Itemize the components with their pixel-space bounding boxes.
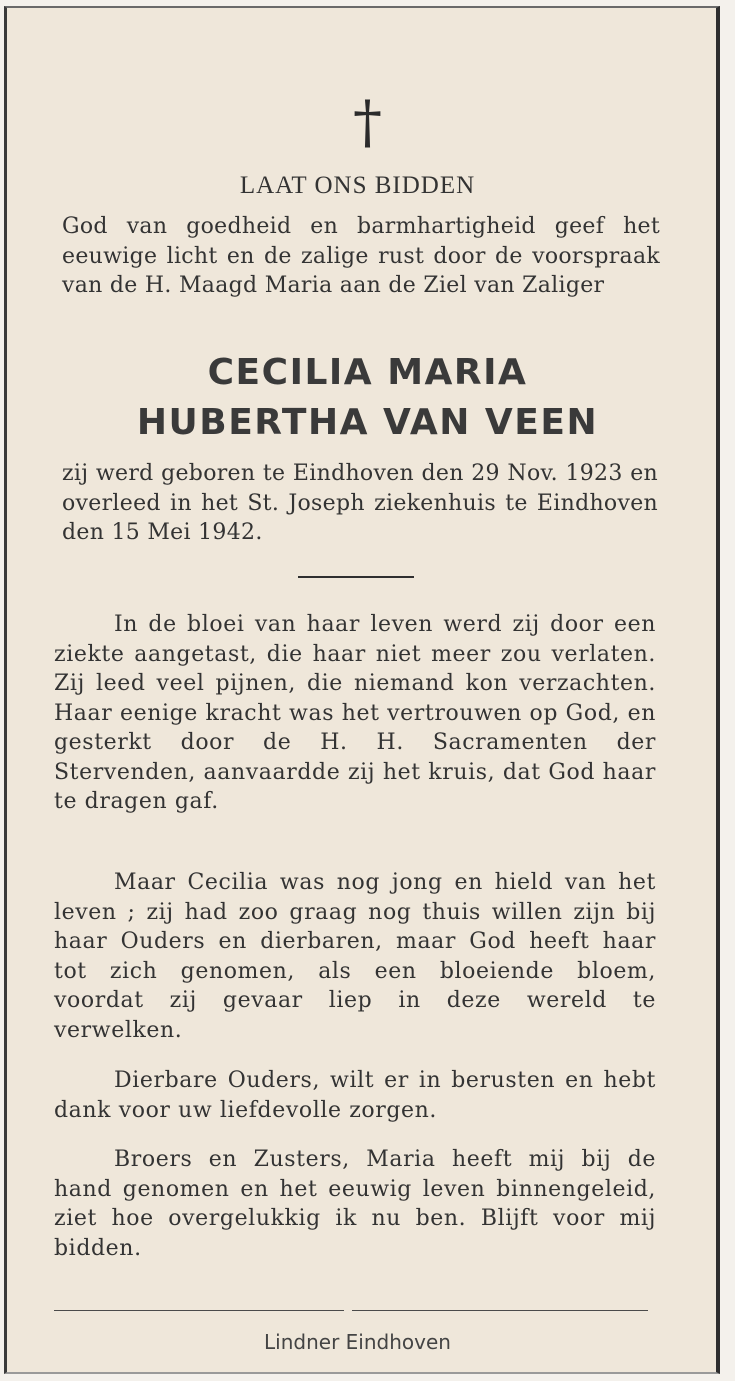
deceased-name-line1: CECILIA MARIA: [207, 352, 528, 393]
cross-icon: †: [353, 88, 382, 156]
prayer-text: God van goedheid en barmhartigheid geef het eeuwige licht en de zalige rust door de voorspraak van de H. Maagd Maria aan de Ziel van Zaliger: [62, 214, 660, 298]
memorial-paragraph-3: Dierbare Ouders, wilt er in berusten en hebt dank voor uw liefdevolle zorgen.: [54, 1068, 656, 1123]
prayer-heading: LAAT ONS BIDDEN: [239, 172, 476, 199]
divider-rule: [298, 576, 414, 578]
bottom-rule-right: [352, 1310, 648, 1311]
birth-death-text: zij werd geboren te Eindhoven den 29 Nov. 1923 en overleed in het St. Joseph ziekenhuis te Eindhoven den 15 Mei 1942.: [62, 461, 658, 545]
memorial-paragraph-4: Broers en Zusters, Maria heeft mij bij de hand genomen en het eeuwig leven binnengeleid, ziet hoe overgelukkig ik nu ben. Blijft voor mij bidden.: [54, 1147, 656, 1261]
bottom-rule-left: [54, 1310, 344, 1311]
printer-imprint: Lindner Eindhoven: [264, 1330, 451, 1354]
deceased-name-line2: HUBERTHA VAN VEEN: [136, 402, 599, 443]
memorial-paragraph-1: In de bloei van haar leven werd zij door een ziekte aangetast, die haar niet meer zou verlaten. Zij leed veel pijnen, die niemand kon verzachten. Haar eenige kracht was het vertrouwen op God, en gesterkt door de H. H. Sacramenten der Stervenden, aanvaardde zij het kruis, dat God haar te dragen gaf.: [54, 612, 656, 814]
memorial-paragraph-2: Maar Cecilia was nog jong en hield van het leven ; zij had zoo graag nog thuis willen zijn bij haar Ouders en dierbaren, maar God heeft haar tot zich genomen, als een bloeiende bloem, voordat zij gevaar liep in deze wereld te verwelken.: [54, 870, 656, 1043]
